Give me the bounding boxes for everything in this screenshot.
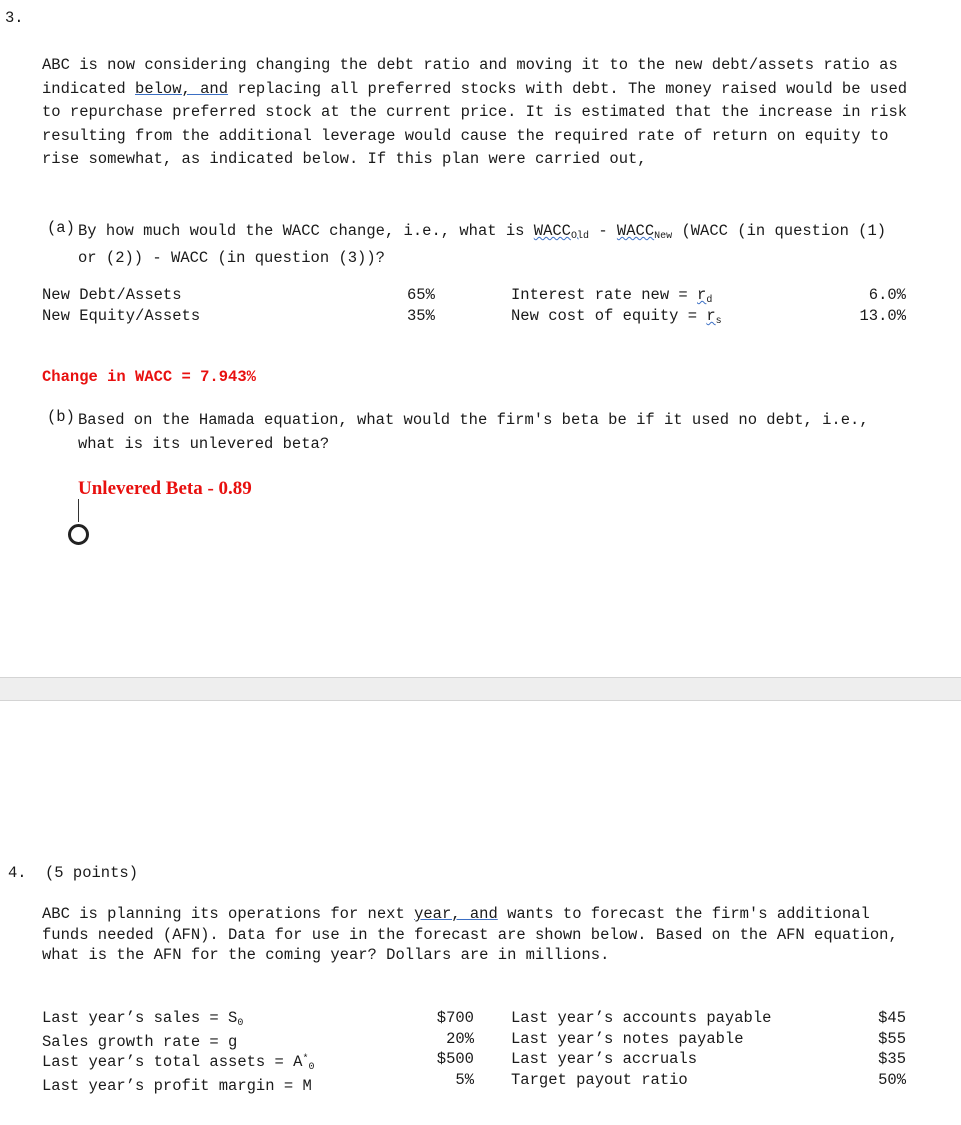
value-growth: 20% <box>446 1029 474 1048</box>
answer-a: Change in WACC = 7.943% <box>42 368 256 386</box>
row1-value: 65% <box>407 286 435 304</box>
q4-intro-underlined: year, and <box>414 905 498 923</box>
row1-value2: 6.0% <box>868 286 906 304</box>
label-payables: Last year’s accounts payable <box>511 1009 772 1027</box>
value-accruals: $35 <box>878 1050 906 1068</box>
row2-label2: New cost of equity = rs <box>511 307 722 327</box>
label-notes: Last year’s notes payable <box>511 1029 744 1048</box>
q4-right-labels <box>511 1008 771 1090</box>
question-number-3: 3. <box>5 9 24 27</box>
part-a-question: By how much would the WACC change, i.e., what is WACCOld - WACCNew (WACC (in question (1) or (2)) - WACC (in question (3))? <box>78 222 887 267</box>
q3-intro-paragraph <box>42 54 922 172</box>
label-payout: Target payout ratio <box>511 1070 688 1089</box>
answer-b: Unlevered Beta - 0.89 <box>78 478 252 499</box>
label-growth: Sales growth rate = g <box>42 1032 238 1051</box>
part-a-label: (a) <box>47 219 75 237</box>
row2-label: New Equity/Assets <box>42 307 201 325</box>
label-accruals: Last year’s accruals <box>511 1050 698 1068</box>
q3-intro-text-1: ABC is now considering changing the debt ratio and moving it to the new debt/assets ratio as indicated <box>42 56 898 98</box>
q4-points: (5 points) <box>45 864 139 882</box>
value-sales: $700 <box>436 1009 474 1027</box>
q3-intro-text-2: replacing all preferred stocks with debt. The money raised would be used to repurchase preferred stock at the current price. It is estimated that the increase in risk resulting from the additional leverage would cause the required rate of return on equity to rise somewhat, as indicated below. If this plan were carried out, <box>42 79 908 168</box>
row1-label: New Debt/Assets <box>42 286 182 304</box>
row2-value2: 13.0% <box>859 307 906 325</box>
drag-handle[interactable] <box>68 524 89 545</box>
q4-left-values <box>400 1008 474 1090</box>
text-cursor-line <box>78 499 79 522</box>
q4-right-values <box>830 1008 906 1090</box>
part-b-label: (b) <box>47 408 75 426</box>
section-divider <box>0 677 961 701</box>
label-assets: Last year’s total assets = A*0 <box>42 1053 315 1073</box>
value-payout: 50% <box>878 1070 906 1089</box>
q4-intro-paragraph: ABC is planning its operations for next year, and wants to forecast the firm's additional funds needed (AFN). Data for use in the forecast are shown below. Based on the AFN equation, what is the AFN for the coming year? Dollars are in millions. <box>42 905 898 964</box>
part-b-question: Based on the Hamada equation, what would the firm's beta be if it used no debt, i.e., what is its unlevered beta? <box>78 411 869 453</box>
label-margin: Last year’s profit margin = M <box>42 1076 312 1095</box>
wacc-new-term: WACCNew <box>616 222 673 242</box>
question-number-4: 4. <box>8 864 27 882</box>
value-margin: 5% <box>455 1070 474 1089</box>
value-payables: $45 <box>878 1009 906 1027</box>
wacc-old-term: WACCOld <box>533 222 590 242</box>
row2-value: 35% <box>407 307 435 325</box>
value-notes: $55 <box>878 1029 906 1048</box>
q4-left-labels <box>42 1008 314 1096</box>
row1-label2: Interest rate new = rd <box>511 286 713 306</box>
label-sales: Last year’s sales = S0 <box>42 1009 244 1029</box>
q3-intro-underlined: below, and <box>135 79 229 98</box>
value-assets: $500 <box>436 1050 474 1068</box>
